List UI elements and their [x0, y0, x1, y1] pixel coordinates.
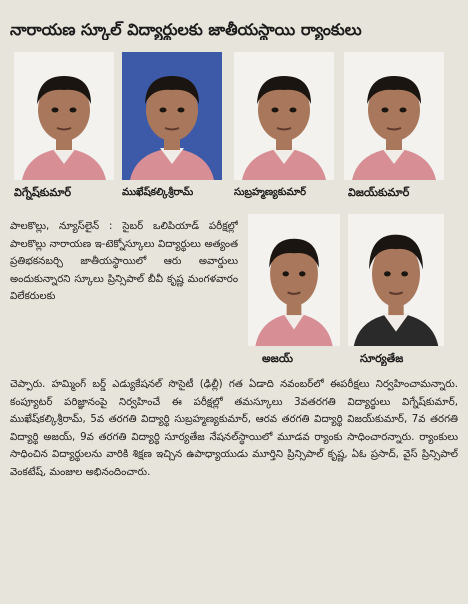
student-name-5: అజయ్ — [262, 352, 293, 365]
student-photo-6 — [348, 214, 444, 346]
student-name-1: విగ్నేష్‌కుమార్ — [14, 186, 72, 199]
article-text-column: పాలకొల్లు, న్యూస్‌లైన్ : సైబర్ ఒలిపియాడ్ పరీక్షల్లో పాలకొల్లు నారాయణ ఇ-టెక్నోస్కూలు విద్యార్థులు అత్యంత ప్రతిభకనబర్చి జాతీయస్థాయిలో ఆరు అవార్డులు అందుకున్నారని స్కూలు ప్రిన్సిపాల్ బీవీ కృష్ణ మంగళవారం విలేకరులకు — [10, 221, 238, 302]
article-text-body: చెప్పారు. హమ్మింగ్ బర్డ్ ఎడ్యుకేషనల్ సొసైటీ (ఢిల్లీ) గత ఏడాది నవంబర్‌లో ఈపరీక్షలు నిర్వహించామన్నారు. కంప్యూటర్ పరిజ్ఞానంపై నిర్వహించే ఈ పరీక్షల్లో తమస్కూలు 3వతరగతి విద్యార్థులు విగ్నేష్‌కుమార్, ముఖేష్‌కల్కిశ్రీరామ్, 5వ తరగతి విద్యార్థి సుబ్రహ్మణ్యకుమార్, ఆరవ తరగతి విద్యార్థి విజయ్‌కుమార్, 7వ తరగతి విద్యార్థి అజయ్, 9వ తరగతి విద్యార్థి సూర్యతేజ నేషనల్‌స్థాయిలో మూడవ ర్యాంకు సాధించారన్నారు. ర్యాంకులు సాధించిన విద్యార్థులను వారికి శిక్షణ ఇచ్చిన ఉపాధ్యాయుడు మూర్తిని ప్రిన్సిపాల్ కృష్ణ, ఏఓ ప్రసాద్, వైస్ ప్రిన్సిపాల్ వెంకటేష్, మంజుల అభినందించారు. — [10, 379, 458, 478]
boy-portrait — [234, 52, 334, 180]
student-photo-4 — [344, 52, 444, 180]
boy-portrait — [248, 214, 340, 346]
student-name-6: సూర్యతేజ — [360, 352, 404, 365]
student-name-4: విజయ్‌కుమార్ — [348, 186, 410, 199]
headline: నారాయణ స్కూల్ విద్యార్థులకు జాతీయస్థాయి ర్యాంకులు — [10, 20, 362, 39]
student-name-3: సుబ్రహ్మణ్యకుమార్ — [234, 187, 307, 198]
boy-portrait — [14, 52, 114, 180]
student-photo-5 — [248, 214, 340, 346]
student-photo-2 — [122, 52, 222, 180]
boy-portrait — [122, 52, 222, 180]
boy-portrait — [344, 52, 444, 180]
student-photo-3 — [234, 52, 334, 180]
student-name-2: ముఖేష్‌కల్కిశ్రీరామ్ — [122, 187, 194, 198]
boy-portrait — [348, 214, 444, 346]
student-photo-1 — [14, 52, 114, 180]
